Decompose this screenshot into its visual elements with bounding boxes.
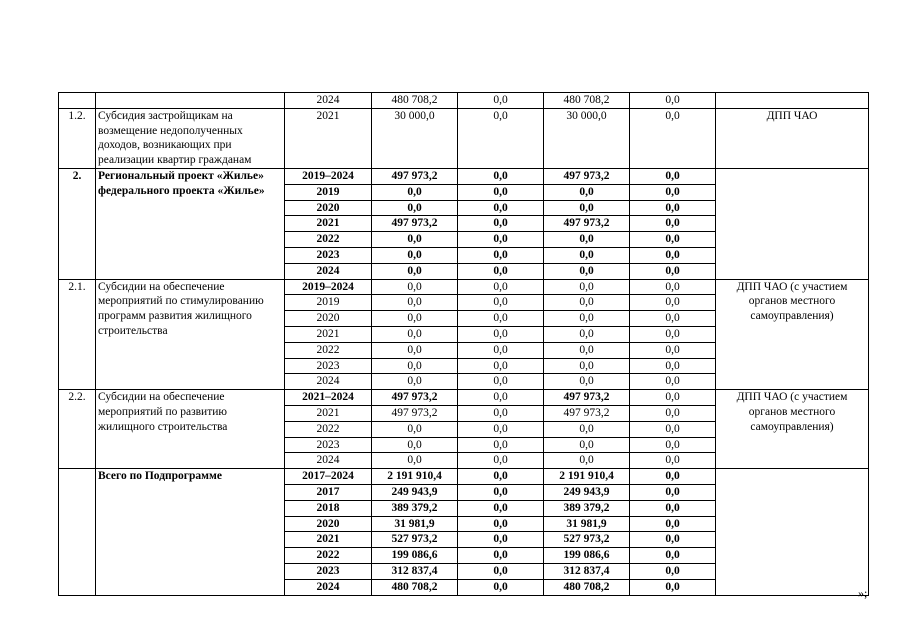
responsible-cell: ДПП ЧАО (с участием органов местного самоуправления) <box>716 279 869 390</box>
federal-cell: 0,0 <box>458 342 544 358</box>
year-cell: 2023 <box>285 358 372 374</box>
other-cell: 0,0 <box>630 311 716 327</box>
federal-cell: 0,0 <box>458 437 544 453</box>
regional-cell: 0,0 <box>544 279 630 295</box>
total-cell: 0,0 <box>372 295 458 311</box>
regional-cell: 0,0 <box>544 437 630 453</box>
other-cell: 0,0 <box>630 326 716 342</box>
total-cell: 0,0 <box>372 374 458 390</box>
year-cell: 2017–2024 <box>285 469 372 485</box>
item-number: 1.2. <box>59 108 96 168</box>
total-cell: 249 943,9 <box>372 484 458 500</box>
other-cell: 0,0 <box>630 108 716 168</box>
regional-cell: 0,0 <box>544 232 630 248</box>
regional-cell: 0,0 <box>544 453 630 469</box>
table-row <box>59 108 869 168</box>
table-row <box>59 469 869 485</box>
other-cell: 0,0 <box>630 374 716 390</box>
federal-cell: 0,0 <box>458 516 544 532</box>
total-cell: 0,0 <box>372 358 458 374</box>
funding-table <box>58 92 869 596</box>
other-cell: 0,0 <box>630 469 716 485</box>
regional-cell: 527 973,2 <box>544 532 630 548</box>
other-cell: 0,0 <box>630 390 716 406</box>
total-cell: 497 973,2 <box>372 405 458 421</box>
other-cell: 0,0 <box>630 516 716 532</box>
year-cell: 2021 <box>285 108 372 168</box>
regional-cell: 0,0 <box>544 184 630 200</box>
year-cell: 2017 <box>285 484 372 500</box>
other-cell: 0,0 <box>630 548 716 564</box>
total-cell: 0,0 <box>372 311 458 327</box>
regional-cell: 480 708,2 <box>544 579 630 595</box>
regional-cell: 31 981,9 <box>544 516 630 532</box>
other-cell: 0,0 <box>630 358 716 374</box>
year-cell: 2023 <box>285 437 372 453</box>
total-cell: 527 973,2 <box>372 532 458 548</box>
total-cell: 0,0 <box>372 184 458 200</box>
regional-cell: 249 943,9 <box>544 484 630 500</box>
other-cell: 0,0 <box>630 342 716 358</box>
year-cell: 2023 <box>285 247 372 263</box>
total-cell: 0,0 <box>372 263 458 279</box>
other-cell: 0,0 <box>630 247 716 263</box>
table-row <box>59 390 869 406</box>
federal-cell: 0,0 <box>458 548 544 564</box>
federal-cell: 0,0 <box>458 563 544 579</box>
year-cell: 2019 <box>285 184 372 200</box>
year-cell: 2023 <box>285 563 372 579</box>
total-cell: 0,0 <box>372 326 458 342</box>
year-cell: 2021 <box>285 326 372 342</box>
federal-cell: 0,0 <box>458 93 544 109</box>
year-cell: 2024 <box>285 579 372 595</box>
federal-cell: 0,0 <box>458 184 544 200</box>
regional-cell: 0,0 <box>544 421 630 437</box>
regional-cell: 0,0 <box>544 326 630 342</box>
total-cell: 0,0 <box>372 342 458 358</box>
other-cell: 0,0 <box>630 184 716 200</box>
total-cell: 497 973,2 <box>372 168 458 184</box>
regional-cell: 312 837,4 <box>544 563 630 579</box>
regional-cell: 0,0 <box>544 374 630 390</box>
other-cell: 0,0 <box>630 93 716 109</box>
total-cell: 497 973,2 <box>372 216 458 232</box>
regional-cell: 480 708,2 <box>544 93 630 109</box>
section-name: Региональный проект «Жилье» федерального проекта «Жилье» <box>96 168 285 279</box>
regional-cell: 0,0 <box>544 200 630 216</box>
year-cell: 2021 <box>285 532 372 548</box>
year-cell: 2024 <box>285 374 372 390</box>
federal-cell: 0,0 <box>458 484 544 500</box>
federal-cell: 0,0 <box>458 500 544 516</box>
federal-cell: 0,0 <box>458 232 544 248</box>
other-cell: 0,0 <box>630 216 716 232</box>
regional-cell: 2 191 910,4 <box>544 469 630 485</box>
other-cell: 0,0 <box>630 421 716 437</box>
regional-cell: 497 973,2 <box>544 405 630 421</box>
table-row <box>59 168 869 184</box>
year-cell: 2020 <box>285 516 372 532</box>
regional-cell: 0,0 <box>544 263 630 279</box>
year-cell: 2019–2024 <box>285 168 372 184</box>
other-cell: 0,0 <box>630 279 716 295</box>
federal-cell: 0,0 <box>458 453 544 469</box>
total-cell: 2 191 910,4 <box>372 469 458 485</box>
total-cell: 30 000,0 <box>372 108 458 168</box>
regional-cell: 199 086,6 <box>544 548 630 564</box>
year-cell: 2024 <box>285 263 372 279</box>
federal-cell: 0,0 <box>458 279 544 295</box>
total-cell: 0,0 <box>372 453 458 469</box>
total-cell: 497 973,2 <box>372 390 458 406</box>
year-cell: 2018 <box>285 500 372 516</box>
total-cell: 389 379,2 <box>372 500 458 516</box>
year-cell: 2021 <box>285 405 372 421</box>
total-cell: 0,0 <box>372 247 458 263</box>
federal-cell: 0,0 <box>458 579 544 595</box>
total-cell: 0,0 <box>372 421 458 437</box>
regional-cell: 497 973,2 <box>544 168 630 184</box>
other-cell: 0,0 <box>630 579 716 595</box>
other-cell: 0,0 <box>630 484 716 500</box>
responsible-cell: ДПП ЧАО <box>716 108 869 168</box>
regional-cell: 497 973,2 <box>544 216 630 232</box>
item-name: Субсидии на обеспечение мероприятий по стимулированию программ развития жилищного строительства <box>96 279 285 390</box>
other-cell: 0,0 <box>630 263 716 279</box>
year-cell: 2022 <box>285 421 372 437</box>
total-label: Всего по Подпрограмме <box>96 469 285 595</box>
total-cell: 199 086,6 <box>372 548 458 564</box>
responsible-cell: ДПП ЧАО (с участием органов местного самоуправления) <box>716 390 869 469</box>
federal-cell: 0,0 <box>458 358 544 374</box>
regional-cell: 0,0 <box>544 311 630 327</box>
regional-cell: 0,0 <box>544 342 630 358</box>
other-cell: 0,0 <box>630 232 716 248</box>
other-cell: 0,0 <box>630 453 716 469</box>
total-cell: 0,0 <box>372 279 458 295</box>
federal-cell: 0,0 <box>458 326 544 342</box>
total-cell: 0,0 <box>372 232 458 248</box>
table-row <box>59 279 869 295</box>
regional-cell: 389 379,2 <box>544 500 630 516</box>
year-cell: 2020 <box>285 311 372 327</box>
other-cell: 0,0 <box>630 200 716 216</box>
year-cell: 2020 <box>285 200 372 216</box>
total-cell: 31 981,9 <box>372 516 458 532</box>
other-cell: 0,0 <box>630 532 716 548</box>
federal-cell: 0,0 <box>458 469 544 485</box>
regional-cell: 30 000,0 <box>544 108 630 168</box>
year-cell: 2019 <box>285 295 372 311</box>
total-cell: 480 708,2 <box>372 579 458 595</box>
federal-cell: 0,0 <box>458 200 544 216</box>
year-cell: 2021 <box>285 216 372 232</box>
year-cell: 2022 <box>285 232 372 248</box>
year-cell: 2021–2024 <box>285 390 372 406</box>
other-cell: 0,0 <box>630 500 716 516</box>
closing-quote: »; <box>858 586 868 600</box>
total-cell: 480 708,2 <box>372 93 458 109</box>
federal-cell: 0,0 <box>458 108 544 168</box>
regional-cell: 0,0 <box>544 295 630 311</box>
federal-cell: 0,0 <box>458 247 544 263</box>
federal-cell: 0,0 <box>458 168 544 184</box>
federal-cell: 0,0 <box>458 263 544 279</box>
other-cell: 0,0 <box>630 437 716 453</box>
federal-cell: 0,0 <box>458 390 544 406</box>
year-cell: 2024 <box>285 93 372 109</box>
regional-cell: 0,0 <box>544 358 630 374</box>
item-number: 2.2. <box>59 390 96 469</box>
other-cell: 0,0 <box>630 405 716 421</box>
regional-cell: 0,0 <box>544 247 630 263</box>
section-number: 2. <box>59 168 96 279</box>
item-name: Субсидия застройщикам на возмещение недополученных доходов, возникающих при реализации квартир гражданам <box>96 108 285 168</box>
year-cell: 2019–2024 <box>285 279 372 295</box>
total-cell: 0,0 <box>372 200 458 216</box>
federal-cell: 0,0 <box>458 421 544 437</box>
year-cell: 2022 <box>285 342 372 358</box>
federal-cell: 0,0 <box>458 405 544 421</box>
other-cell: 0,0 <box>630 563 716 579</box>
federal-cell: 0,0 <box>458 532 544 548</box>
total-cell: 0,0 <box>372 437 458 453</box>
federal-cell: 0,0 <box>458 216 544 232</box>
other-cell: 0,0 <box>630 168 716 184</box>
year-cell: 2024 <box>285 453 372 469</box>
federal-cell: 0,0 <box>458 311 544 327</box>
year-cell: 2022 <box>285 548 372 564</box>
table-row <box>59 93 869 109</box>
item-name: Субсидии на обеспечение мероприятий по развитию жилищного строительства <box>96 390 285 469</box>
regional-cell: 497 973,2 <box>544 390 630 406</box>
other-cell: 0,0 <box>630 295 716 311</box>
federal-cell: 0,0 <box>458 374 544 390</box>
total-cell: 312 837,4 <box>372 563 458 579</box>
federal-cell: 0,0 <box>458 295 544 311</box>
item-number: 2.1. <box>59 279 96 390</box>
